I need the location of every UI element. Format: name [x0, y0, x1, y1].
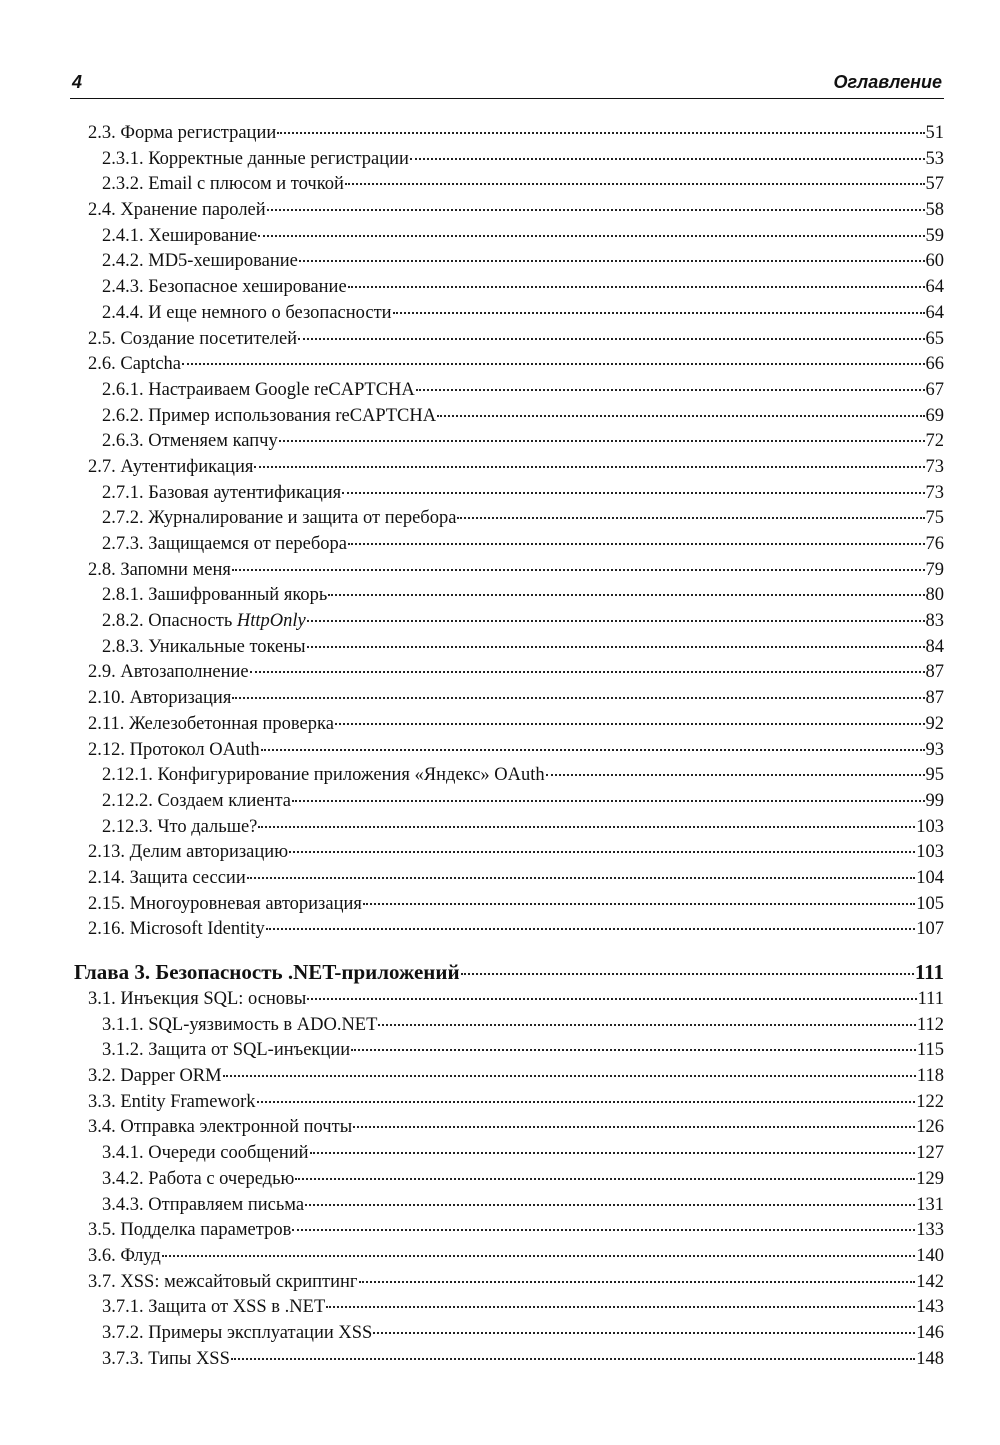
- toc-entry-title: 2.8.1. Зашифрованный якорь: [102, 585, 328, 606]
- toc-entry-title: 3.7.2. Примеры эксплуатации XSS: [102, 1322, 373, 1343]
- toc-entry: [74, 249, 944, 275]
- toc-entry-page: 58: [925, 200, 944, 221]
- dot-leader: [305, 1204, 915, 1206]
- toc-entry-title: 3.3. Entity Framework: [88, 1091, 256, 1112]
- chapter-title: Глава 3. Безопасность .NET-приложений: [74, 960, 460, 984]
- toc-entry-page: 105: [916, 893, 944, 914]
- dot-leader: [353, 1126, 915, 1128]
- toc-entry-page: 111: [917, 989, 944, 1009]
- dot-leader: [393, 312, 925, 314]
- toc-entry-title: 3.7.3. Типы XSS: [102, 1348, 230, 1369]
- running-title: Оглавление: [833, 72, 942, 92]
- toc-entry: [74, 224, 944, 250]
- toc-entry-page: 76: [925, 534, 944, 554]
- toc-entry-title: 2.9. Автозаполнение: [88, 662, 249, 683]
- toc-entry-page: 87: [925, 662, 944, 683]
- dot-leader: [416, 389, 925, 391]
- dot-leader: [546, 774, 925, 776]
- toc-entry-title: 2.6.1. Настраиваем Google reCAPTCHA: [102, 379, 415, 400]
- toc-entry: [74, 378, 944, 404]
- toc-entry: [74, 1013, 944, 1039]
- toc-entry: [74, 609, 944, 635]
- table-of-contents: [74, 121, 944, 1372]
- dot-leader: [258, 235, 924, 237]
- toc-entry-page: 51: [925, 123, 944, 143]
- dot-leader: [437, 415, 924, 417]
- toc-entry: [74, 481, 944, 507]
- dot-leader: [298, 338, 924, 340]
- toc-entry-page: 103: [916, 816, 944, 837]
- toc-entry: [74, 712, 944, 738]
- toc-entry-page: 107: [916, 919, 944, 940]
- toc-entry-title: 2.5. Создание посетителей: [88, 328, 298, 349]
- toc-entry-page: 92: [925, 713, 944, 734]
- toc-entry-title: 2.10. Авторизация: [88, 688, 232, 709]
- toc-entry-title: 2.8. Запомни меня: [88, 559, 231, 580]
- dot-leader: [307, 620, 925, 622]
- toc-entry-title: 2.3. Форма регистрации: [88, 123, 277, 143]
- dot-leader: [359, 1281, 916, 1283]
- toc-entry: [74, 1270, 944, 1296]
- toc-entry-title: 2.4. Хранение паролей: [88, 200, 266, 221]
- toc-entry: [74, 1141, 944, 1167]
- toc-entry: [74, 532, 944, 558]
- toc-entry: [74, 635, 944, 661]
- toc-entry-title: 2.6.3. Отменяем капчу: [102, 431, 278, 452]
- toc-entry-title: 2.13. Делим авторизацию: [88, 842, 289, 863]
- toc-entry: [74, 121, 944, 147]
- dot-leader: [295, 1178, 915, 1180]
- dot-leader: [162, 1255, 915, 1257]
- toc-entry: [74, 1193, 944, 1219]
- dot-leader: [289, 851, 915, 853]
- toc-entry-title: 2.8.2. Опасность HttpOnly: [102, 611, 306, 632]
- toc-entry: [74, 1115, 944, 1141]
- toc-entry-page: 146: [916, 1322, 944, 1343]
- toc-entry-title: 2.15. Многоуровневая авторизация: [88, 893, 362, 914]
- toc-entry-title: 2.7. Аутентификация: [88, 456, 254, 477]
- toc-entry: [74, 866, 944, 892]
- toc-entry-title: 3.4. Отправка электронной почты: [88, 1117, 353, 1138]
- dot-leader: [345, 183, 925, 185]
- toc-entry-page: 57: [925, 174, 944, 195]
- toc-entry: [74, 738, 944, 764]
- toc-entry: [74, 917, 944, 943]
- toc-entry-title: 2.7.1. Базовая аутентификация: [102, 482, 342, 503]
- toc-entry: [74, 404, 944, 430]
- toc-entry-page: 104: [916, 867, 944, 888]
- toc-entry-title: 3.7. XSS: межсайтовый скриптинг: [88, 1271, 358, 1292]
- toc-section-chapter-2-part-a: [74, 121, 944, 609]
- toc-entry-title: 2.11. Железобетонная проверка: [88, 713, 334, 734]
- toc-entry-title: 2.12. Протокол OAuth: [88, 739, 260, 760]
- toc-entry-page: 93: [925, 739, 944, 760]
- toc-entry: [74, 892, 944, 918]
- toc-entry-page: 148: [916, 1348, 944, 1369]
- toc-entry-italic-term: HttpOnly: [236, 611, 306, 632]
- toc-entry: [74, 686, 944, 712]
- toc-entry: [74, 506, 944, 532]
- toc-entry-page: 142: [916, 1271, 944, 1292]
- toc-entry-title: 3.6. Флуд: [88, 1245, 161, 1266]
- dot-leader: [232, 569, 925, 571]
- toc-entry-page: 53: [925, 148, 944, 169]
- dot-leader: [310, 1152, 916, 1154]
- toc-entry-page: 64: [925, 302, 944, 323]
- toc-entry-page: 112: [916, 1014, 944, 1035]
- dot-leader: [363, 903, 915, 905]
- toc-entry: [74, 327, 944, 353]
- toc-entry-title: 2.12.3. Что дальше?: [102, 816, 258, 837]
- toc-entry: [74, 840, 944, 866]
- toc-entry-page: 66: [925, 354, 944, 375]
- dot-leader: [461, 973, 914, 975]
- toc-entry: [74, 660, 944, 686]
- dot-leader: [277, 132, 924, 134]
- toc-entry-page: 87: [925, 688, 944, 709]
- dot-leader: [258, 826, 915, 828]
- dot-leader: [348, 286, 925, 288]
- toc-entry: [74, 1064, 944, 1090]
- toc-entry-title: 2.6. Captcha: [88, 354, 181, 375]
- dot-leader: [326, 1306, 915, 1308]
- toc-entry-title: 3.2. Dapper ORM: [88, 1066, 222, 1087]
- toc-entry: [74, 1321, 944, 1347]
- toc-section-chapter-2-part-b: [74, 635, 944, 943]
- toc-entry-page: 67: [925, 379, 944, 400]
- toc-entry: [74, 763, 944, 789]
- dot-leader: [231, 1358, 915, 1360]
- toc-entry: [74, 1218, 944, 1244]
- toc-entry: [74, 815, 944, 841]
- page-number: 4: [72, 72, 83, 92]
- toc-entry-title: 2.3.1. Корректные данные регистрации: [102, 148, 409, 169]
- toc-entry: [74, 455, 944, 481]
- toc-entry-page: 95: [925, 765, 944, 786]
- toc-chapter-heading: [74, 958, 944, 987]
- toc-entry: [74, 789, 944, 815]
- toc-entry-title: 2.12.1. Конфигурирование приложения «Яндекс» OAuth: [102, 765, 545, 786]
- dot-leader: [307, 998, 916, 1000]
- dot-leader: [457, 517, 924, 519]
- toc-entry: [74, 147, 944, 173]
- toc-entry-title: 2.4.4. И еще немного о безопасности: [102, 302, 392, 323]
- toc-entry: [74, 301, 944, 327]
- toc-entry-page: 59: [925, 225, 944, 246]
- toc-entry-page: 133: [916, 1220, 944, 1241]
- dot-leader: [266, 928, 915, 930]
- toc-entry-title: 2.16. Microsoft Identity: [88, 919, 265, 940]
- toc-entry-title: 3.4.1. Очереди сообщений: [102, 1143, 309, 1164]
- toc-entry-title: 2.7.2. Журналирование и защита от перебора: [102, 508, 457, 529]
- dot-leader: [223, 1075, 916, 1077]
- toc-entry-title: 3.4.2. Работа с очередью: [102, 1168, 295, 1189]
- toc-entry-page: 79: [925, 559, 944, 580]
- toc-entry: [74, 429, 944, 455]
- toc-entry-page: 115: [916, 1040, 944, 1061]
- toc-entry-title: 3.7.1. Защита от XSS в .NET: [102, 1297, 326, 1318]
- toc-entry-page: 64: [925, 277, 944, 298]
- toc-entry: [74, 275, 944, 301]
- toc-entry-page: 122: [916, 1091, 944, 1112]
- toc-entry-page: 69: [925, 405, 944, 426]
- toc-entry-title: 3.1. Инъекция SQL: основы: [88, 989, 307, 1009]
- toc-entry: [74, 1090, 944, 1116]
- toc-entry-page: 65: [925, 328, 944, 349]
- toc-entry: [74, 172, 944, 198]
- dot-leader: [351, 1049, 916, 1051]
- dot-leader: [378, 1024, 916, 1026]
- chapter-page: 111: [914, 960, 944, 984]
- dot-leader: [254, 466, 924, 468]
- toc-entry: [74, 558, 944, 584]
- dot-leader: [257, 1101, 916, 1103]
- toc-entry-title: 2.4.3. Безопасное хеширование: [102, 277, 347, 298]
- toc-entry: [74, 1347, 944, 1373]
- toc-entry: [74, 1038, 944, 1064]
- toc-entry-page: 143: [916, 1297, 944, 1318]
- dot-leader: [299, 260, 925, 262]
- toc-entry-page: 126: [916, 1117, 944, 1138]
- toc-entry-page: 127: [916, 1143, 944, 1164]
- toc-entry-page: 84: [925, 636, 944, 657]
- toc-entry-page: 72: [925, 431, 944, 452]
- dot-leader: [373, 1332, 915, 1334]
- toc-entry-page: 103: [916, 842, 944, 863]
- toc-entry-title: 2.12.2. Создаем клиента: [102, 790, 291, 811]
- dot-leader: [292, 800, 925, 802]
- dot-leader: [261, 749, 925, 751]
- dot-leader: [267, 209, 925, 211]
- dot-leader: [348, 543, 924, 545]
- toc-entry: [74, 1167, 944, 1193]
- toc-entry-title: 3.1.2. Защита от SQL-инъекции: [102, 1040, 351, 1061]
- dot-leader: [342, 492, 924, 494]
- toc-entry-page: 140: [916, 1245, 944, 1266]
- toc-section-chapter-3: [74, 987, 944, 1372]
- dot-leader: [335, 723, 925, 725]
- toc-entry: [74, 1244, 944, 1270]
- dot-leader: [307, 646, 925, 648]
- dot-leader: [410, 158, 925, 160]
- toc-entry-page: 99: [925, 790, 944, 811]
- toc-entry-title: 2.14. Защита сессии: [88, 867, 246, 888]
- dot-leader: [247, 877, 916, 879]
- toc-entry-title: 3.4.3. Отправляем письма: [102, 1194, 305, 1215]
- toc-entry: [74, 987, 944, 1013]
- toc-entry-title: 2.8.3. Уникальные токены: [102, 636, 306, 657]
- dot-leader: [328, 594, 924, 596]
- toc-entry-title: 2.6.2. Пример использования reCAPTCHA: [102, 405, 437, 426]
- toc-entry: [74, 1295, 944, 1321]
- dot-leader: [182, 363, 925, 365]
- toc-entry-page: 73: [925, 456, 944, 477]
- toc-entry-page: 73: [925, 482, 944, 503]
- toc-entry-page: 118: [916, 1066, 944, 1087]
- page-header: [70, 70, 944, 99]
- toc-entry-page: 129: [916, 1168, 944, 1189]
- dot-leader: [292, 1229, 915, 1231]
- toc-entry-title: 3.5. Подделка параметров: [88, 1220, 292, 1241]
- toc-entry: [74, 198, 944, 224]
- toc-entry-title: 2.3.2. Email с плюсом и точкой: [102, 174, 344, 195]
- toc-entry-title: 2.4.2. MD5-хеширование: [102, 251, 298, 272]
- toc-entry-page: 83: [925, 611, 944, 632]
- toc-entry-page: 131: [916, 1194, 944, 1215]
- toc-entry-title: 2.7.3. Защищаемся от перебора: [102, 534, 348, 554]
- dot-leader: [232, 697, 924, 699]
- dot-leader: [279, 440, 925, 442]
- toc-entry-page: 80: [925, 585, 944, 606]
- toc-entry-title: 2.4.1. Хеширование: [102, 225, 258, 246]
- toc-entry-title: 3.1.1. SQL-уязвимость в ADO.NET: [102, 1014, 378, 1035]
- toc-entry-page: 60: [925, 251, 944, 272]
- toc-entry-page: 75: [925, 508, 944, 529]
- dot-leader: [250, 671, 925, 673]
- toc-entry: [74, 352, 944, 378]
- toc-entry: [74, 583, 944, 609]
